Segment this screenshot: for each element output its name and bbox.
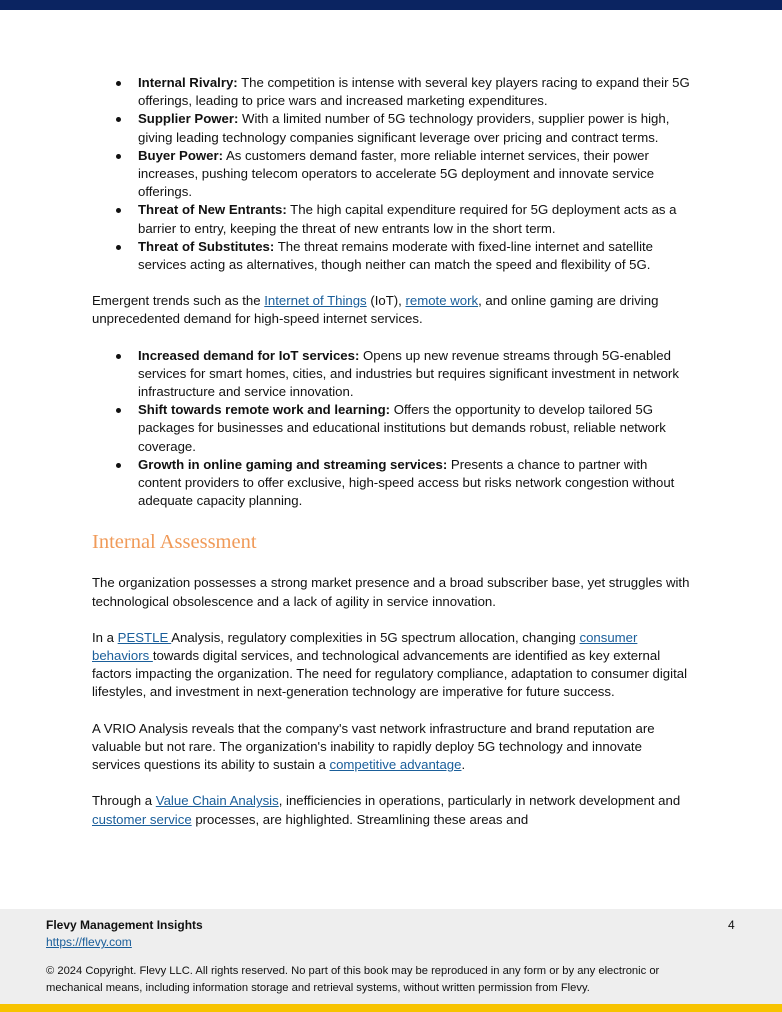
competitive-advantage-link[interactable]: competitive advantage	[329, 757, 462, 773]
list-item-term: Threat of New Entrants:	[138, 202, 287, 218]
list-item	[138, 238, 692, 274]
list-item-text: Presents a chance to partner with content providers to offer exclusive, high-speed access but risks network congestion without adequate capacity planning.	[138, 456, 675, 509]
trends-list	[92, 347, 692, 511]
page-number: 4	[728, 918, 735, 932]
remote-work-link[interactable]: remote work	[405, 293, 479, 309]
list-item	[138, 201, 692, 237]
list-item	[138, 74, 692, 110]
footer-url-link[interactable]: https://flevy.com	[46, 935, 132, 949]
list-item-text: With a limited number of 5G technology providers, supplier power is high, giving leading technology companies significant leverage over pricing and contract terms.	[138, 111, 670, 145]
list-item-text: The high capital expenditure required for 5G deployment acts as a barrier to entry, keeping the threat of new entrants low in the short term.	[138, 202, 677, 236]
list-item-term: Shift towards remote work and learning:	[138, 402, 391, 418]
strength-paragraph: The organization possesses a strong market presence and a broad subscriber base, yet struggles with technological obsolescence and a lack of agility in service innovation.	[92, 575, 690, 609]
footer-title: Flevy Management Insights	[46, 918, 203, 932]
list-item	[138, 401, 692, 456]
list-item-text: Opens up new revenue streams through 5G-enabled services for smart homes, cities, and industries but requires significant investment in network infrastructure and service innovation.	[138, 347, 679, 400]
list-item-term: Increased demand for IoT services:	[138, 347, 360, 363]
pestle-paragraph	[92, 629, 692, 702]
text-span: In a	[92, 629, 118, 645]
trends-intro-paragraph	[92, 292, 692, 328]
list-item-term: Growth in online gaming and streaming services:	[138, 456, 448, 472]
list-item-text: Offers the opportunity to develop tailored 5G packages for businesses and educational institutions but demands robust, reliable network coverage.	[138, 402, 666, 454]
customer-service-link[interactable]: customer service	[92, 811, 192, 827]
list-item	[138, 110, 692, 146]
vrio-paragraph	[92, 720, 692, 775]
list-item-term: Buyer Power:	[138, 147, 224, 163]
list-item	[138, 456, 692, 511]
page-content	[92, 74, 692, 829]
list-item	[138, 347, 692, 402]
list-item-term: Supplier Power:	[138, 111, 239, 127]
text-span: towards digital services, and technological advancements are identified as key external factors impacting the organization. The need for regulatory compliance, adaptation to consumer digital lifestyles, and investment in next-generation technology are imperative for future success.	[92, 648, 688, 700]
list-item-term: Threat of Substitutes:	[138, 238, 275, 254]
internet-of-things-link[interactable]: Internet of Things	[264, 293, 367, 309]
bottom-accent-bar	[0, 1004, 782, 1012]
text-span: Emergent trends such as the	[92, 293, 265, 309]
text-span: (IoT),	[366, 293, 406, 309]
section-heading: Internal Assessment	[92, 531, 257, 554]
text-span: Analysis, regulatory complexities in 5G spectrum allocation, changing	[171, 629, 580, 645]
text-span: .	[461, 757, 466, 773]
pestle-link[interactable]: PESTLE	[117, 629, 172, 645]
text-span: A VRIO Analysis reveals that the company's vast network infrastructure and brand reputation are valuable but not rare. The organization's inability to rapidly deploy 5G technology and innovate services questions its ability to sustain a	[92, 720, 655, 773]
page-footer	[0, 909, 782, 1004]
text-span: processes, are highlighted. Streamlining these areas and	[191, 811, 529, 827]
text-span: Through a	[92, 793, 156, 809]
list-item-term: Internal Rivalry:	[138, 75, 238, 90]
forces-list	[92, 74, 692, 274]
value-chain-paragraph	[92, 792, 692, 828]
text-span: , and online gaming are driving unprecedented demand for high-speed internet services.	[92, 293, 659, 327]
list-item-text: As customers demand faster, more reliable internet services, their power increases, pushing telecom operators to accelerate 5G deployment and innovate service offerings.	[138, 147, 655, 200]
list-item	[138, 147, 692, 202]
list-item-text: The competition is intense with several key players racing to expand their 5G offerings, leading to price wars and increased marketing expenditures.	[138, 75, 690, 109]
top-accent-bar	[0, 0, 782, 10]
copyright-notice: © 2024 Copyright. Flevy LLC. All rights reserved. No part of this book may be reproduced in any form or by any electronic or mechanical means, including information storage and retrieval systems, without written permission from Flevy.	[46, 965, 660, 994]
value-chain-analysis-link[interactable]: Value Chain Analysis	[155, 793, 279, 809]
text-span: , inefficiencies in operations, particularly in network development and	[278, 793, 681, 809]
list-item-text: The threat remains moderate with fixed-line internet and satellite services acting as alternatives, though neither can match the speed and flexibility of 5G.	[138, 238, 654, 273]
consumer-behaviors-link[interactable]: consumer behaviors	[92, 629, 638, 664]
